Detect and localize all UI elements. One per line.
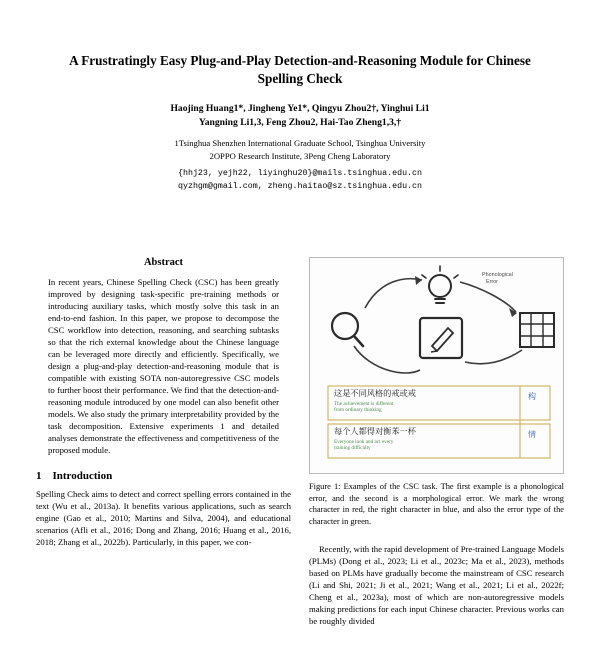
- figure-1: [309, 257, 564, 474]
- search-icon: [332, 313, 363, 346]
- example2-correct-char: 情: [528, 430, 536, 439]
- affiliation-1: 1Tsinghua Shenzhen International Graduate School, Tsinghua University: [174, 138, 426, 149]
- lightbulb-icon: [422, 266, 458, 303]
- example1-gloss-2: from ordinary thinking: [334, 407, 382, 413]
- phonological-error-label-2: Error: [486, 279, 498, 285]
- section-number: 1: [36, 470, 42, 482]
- phonological-error-label: Phonological: [482, 272, 513, 278]
- figure-example-2: [334, 426, 514, 451]
- figure-1-graphic: [310, 258, 563, 473]
- figure-1-caption: Figure 1: Examples of the CSC task. The first example is a phonological error, and the second is a morphological error. We mark the wrong character in red, the right character in blue, and also the error type of the character in green.: [309, 482, 564, 526]
- email-line-2: qyzhgm@gmail.com, zheng.haitao@sz.tsinghua.edu.cn: [178, 181, 422, 191]
- example2-gloss-1: Everyone look and act every: [334, 439, 394, 445]
- left-column: [36, 257, 291, 627]
- introduction-paragraph-right: Recently, with the rapid development of Pre-trained Language Models (PLMs) (Dong et al., 2023; Li et al., 2023c; Ma et al., 2023), methods based on PLMs have gradually become the mainstream of CSC research (Li and Shi, 2021; Ji et al., 2021; Wang et al., 2021; Li et al., 2022f; Cheng et al., 2023a), most of which are non-autoregressive models making predictions for each input Chinese character. Previous works can be roughly divided: [309, 544, 564, 627]
- contact-emails: [50, 168, 550, 194]
- affiliation-2: 2OPPO Research Institute, 3Peng Cheng Laboratory: [209, 151, 391, 162]
- affiliations: [50, 137, 550, 163]
- pencil-square-icon: [420, 318, 462, 358]
- example1-correct-char: 构: [528, 392, 536, 401]
- example2-sentence: 每个人都得对衡苯一杯: [334, 426, 416, 436]
- introduction-paragraph-left: Spelling Check aims to detect and correct spelling errors contained in the text (Wu et al., 2013a). It benefits various applications, such as search engine (Gao et al., 2010; Martins and Silva, 2004), and educational scenarios (Afli et al., 2016; Dong and Zhang, 2016; Huang et al., 2016, 2018; Zhang et al., 2022b). Particularly, in this paper, we con-: [36, 489, 291, 547]
- author-line-1: Haojing Huang1*, Jingheng Ye1*, Qingyu Zhou2†, Yinghui Li1: [170, 102, 430, 114]
- two-column-body: [36, 257, 564, 627]
- author-list: [60, 102, 540, 132]
- example2-gloss-2: training difficulty: [334, 445, 371, 451]
- abstract-text: [48, 276, 279, 456]
- section-heading-introduction: [36, 470, 291, 482]
- section-title: Introduction: [52, 470, 113, 482]
- abstract-paragraph: In recent years, Chinese Spelling Check (CSC) has been greatly improved by designing task-specific pre-training methods or introducing auxiliary tasks, which mostly solve this task in an end-to-end fashion. In this paper, we propose to decompose the CSC workflow into detection, reasoning, and searching subtasks so that the rich external knowledge about the Chinese language can be leveraged more directly and efficiently. Specifically, we design a plug-and-play detection-and-reasoning module that is compatible with existing SOTA non-autoregressive CSC models to further boost their performance. We find that the detection-and-reasoning module introduced by one model can also benefit other models. We also study the primary interpretability provided by the task decomposition. Extensive experiments 1 and detailed analyses demonstrate the effectiveness and competitiveness of the proposed module.: [48, 277, 279, 455]
- page-title: A Frustratingly Easy Plug-and-Play Detection-and-Reasoning Module for Chinese Spelling Check: [69, 53, 531, 86]
- right-column: [309, 257, 564, 627]
- paper-page: [0, 52, 600, 652]
- email-line-1: {hhj23, yejh22, liyinghu20}@mails.tsinghua.edu.cn: [178, 169, 422, 179]
- example1-sentence: 这是不同风格的戒或戒: [334, 388, 416, 398]
- figure-example-1: [334, 388, 514, 413]
- grid-icon: [520, 313, 554, 347]
- author-line-2: Yangning Li1,3, Feng Zhou2, Hai-Tao Zheng1,3,†: [198, 117, 402, 129]
- example1-gloss-1: The achievement is different: [334, 401, 394, 407]
- abstract-heading: Abstract: [143, 257, 184, 268]
